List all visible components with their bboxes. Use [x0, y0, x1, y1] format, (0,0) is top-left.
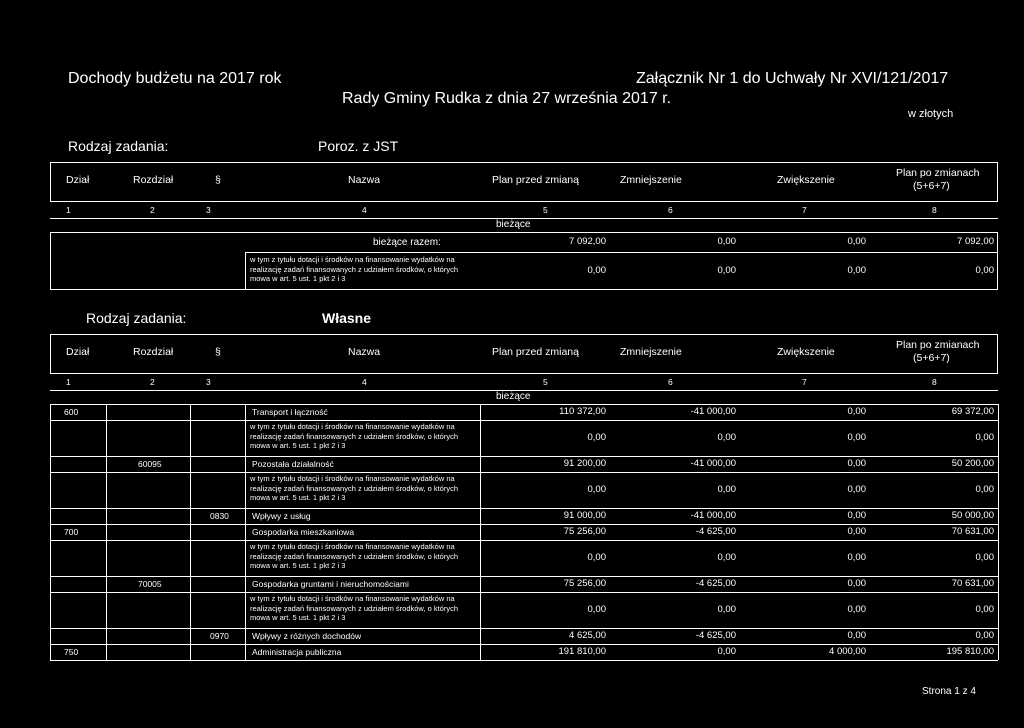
razem-label: bieżące razem:	[373, 237, 441, 248]
col-line-s2-r6-2	[190, 540, 191, 576]
dotacje-text-s2-r1: w tym z tytułu dotacji i środków na finansowanie wydatków na realizację zadań finansowanych z udziałem środków, o których mowa w art. 5 ust. 1 pkt 2 i 3	[250, 422, 459, 450]
value-cell-s2-r3-3: 0,00	[975, 484, 994, 495]
razem-box	[50, 232, 998, 290]
value-cell-s2-r6-0: 0,00	[587, 552, 606, 563]
group-line-s2	[50, 404, 998, 405]
value-cell-s2-r10-3: 195 810,00	[946, 646, 994, 657]
col-line-s2-r0-4	[480, 404, 481, 420]
col-number-4-s1: 4	[362, 205, 367, 215]
col-number-5-s2: 5	[543, 377, 548, 387]
dotacje-text-s2-r6: w tym z tytułu dotacji i środków na finansowanie wydatków na realizację zadań finansowanych z udziałem środków, o których mowa w art. 5 ust. 1 pkt 2 i 3	[250, 542, 459, 570]
col-number-6-s1: 6	[668, 205, 673, 215]
col-header-plan-przed-s1: Plan przed zmianą	[492, 174, 579, 186]
row-line-s2-r3	[50, 508, 998, 509]
dzial-cell-s2-r10: 750	[64, 647, 79, 657]
col-line-s2-r6-3	[245, 540, 246, 576]
value-cell-s1-razem-3: 7 092,00	[957, 236, 994, 247]
annex-title: Załącznik Nr 1 do Uchwały Nr XVI/121/2017	[636, 70, 949, 87]
row-line-s2-r6	[50, 576, 998, 577]
dotacje-text-s2-r8: w tym z tytułu dotacji i środków na finansowanie wydatków na realizację zadań finansowanych z udziałem środków, o których mowa w art. 5 ust. 1 pkt 2 i 3	[250, 594, 459, 622]
col-line-s2-r10-5	[998, 644, 999, 660]
task-type-value-1: Poroz. z JST	[318, 138, 399, 154]
task-type-label-2: Rodzaj zadania:	[86, 310, 187, 326]
value-cell-s2-r2-1: -41 000,00	[690, 458, 736, 469]
value-cell-s2-r9-2: 0,00	[847, 630, 866, 641]
col-line-s2-r8-2	[190, 592, 191, 628]
col-header-plan-przed-s2: Plan przed zmianą	[492, 346, 579, 358]
col-line-s2-r0-0	[50, 404, 51, 420]
col-line-s2-r8-4	[480, 592, 481, 628]
col-header-nazwa-s2: Nazwa	[348, 346, 381, 358]
col-line-s2-r8-5	[998, 592, 999, 628]
col-header-plan-po-s1: Plan po zmianach	[896, 167, 980, 179]
dotacje-text-s1: w tym z tytułu dotacji i środków na finansowanie wydatków na realizację zadań finansowanych z udziałem środków, o których mowa w art. 5 ust. 1 pkt 2 i 3	[250, 255, 459, 283]
nazwa-cell-s2-r7: Gospodarka gruntami i nieruchomościami	[252, 579, 409, 589]
row-line-s2-r10	[50, 660, 998, 661]
col-header-zwiekszenie-s2: Zwiększenie	[777, 346, 835, 358]
col-line-s2-r9-3	[245, 628, 246, 644]
col-line-s2-r7-5	[998, 576, 999, 592]
col-number-1-s1: 1	[66, 205, 71, 215]
value-cell-s2-r8-3: 0,00	[975, 604, 994, 615]
col-line-s2-r4-0	[50, 508, 51, 524]
unit-label: w złotych	[908, 108, 954, 120]
col-header-zmniejszenie-s2: Zmniejszenie	[620, 346, 682, 358]
page-number: Strona 1 z 4	[922, 686, 976, 697]
col-line-s2-r3-0	[50, 472, 51, 508]
value-cell-s2-r10-0: 191 810,00	[558, 646, 606, 657]
col-header-dzial-s1: Dział	[66, 174, 90, 186]
value-cell-s1-dot-3: 0,00	[975, 265, 994, 276]
col-line-s2-r0-1	[106, 404, 107, 420]
col-line-s2-r5-2	[190, 524, 191, 540]
col-number-5-s1: 5	[543, 205, 548, 215]
row-line-s2-r8	[50, 628, 998, 629]
col-line-s2-r8-0	[50, 592, 51, 628]
value-cell-s1-dot-0: 0,00	[587, 265, 606, 276]
col-number-7-s1: 7	[802, 205, 807, 215]
col-line-s2-r1-4	[480, 420, 481, 456]
value-cell-s2-r4-0: 91 000,00	[563, 510, 606, 521]
col-line-s2-r6-4	[480, 540, 481, 576]
value-cell-s2-r4-3: 50 000,00	[951, 510, 994, 521]
value-cell-s2-r5-3: 70 631,00	[951, 526, 994, 537]
col-number-6-s2: 6	[668, 377, 673, 387]
value-cell-s2-r6-3: 0,00	[975, 552, 994, 563]
col-line-s2-r7-2	[190, 576, 191, 592]
col-line-s2-r4-1	[106, 508, 107, 524]
value-cell-s1-razem-2: 0,00	[847, 236, 866, 247]
col-line-s2-r10-4	[480, 644, 481, 660]
col-line-s2-r8-3	[245, 592, 246, 628]
rozdzial-cell-s2-r2: 60095	[138, 459, 162, 469]
col-line-s2-r3-2	[190, 472, 191, 508]
col-line-s2-r4-2	[190, 508, 191, 524]
value-cell-s1-dot-1: 0,00	[717, 265, 736, 276]
paragraph-cell-s2-r9: 0970	[210, 631, 229, 641]
col-header-plan-po-sub-s2: (5+6+7)	[913, 352, 950, 364]
dotacje-col-line	[245, 252, 246, 290]
value-cell-s2-r10-2: 4 000,00	[829, 646, 866, 657]
value-cell-s1-razem-1: 0,00	[717, 236, 736, 247]
col-line-s2-r5-3	[245, 524, 246, 540]
dzial-cell-s2-r5: 700	[64, 527, 79, 537]
row-line-s2-r0	[50, 420, 998, 421]
col-header-plan-po-sub-s1: (5+6+7)	[913, 180, 950, 192]
value-cell-s2-r4-1: -41 000,00	[690, 510, 736, 521]
value-cell-s1-razem-0: 7 092,00	[569, 236, 606, 247]
col-line-s2-r9-1	[106, 628, 107, 644]
value-cell-s2-r5-1: -4 625,00	[695, 526, 736, 537]
col-line-s2-r2-4	[480, 456, 481, 472]
annex-title-line2: Rady Gminy Rudka z dnia 27 września 2017 r.	[342, 90, 672, 107]
value-cell-s2-r5-0: 75 256,00	[563, 526, 606, 537]
value-cell-s2-r1-2: 0,00	[847, 432, 866, 443]
col-header-paragraph-s1: §	[215, 174, 221, 186]
col-line-s2-r10-3	[245, 644, 246, 660]
value-cell-s2-r10-1: 0,00	[717, 646, 736, 657]
col-line-s2-r3-3	[245, 472, 246, 508]
value-cell-s2-r9-3: 0,00	[975, 630, 994, 641]
col-line-s2-r7-1	[106, 576, 107, 592]
col-header-nazwa-s1: Nazwa	[348, 174, 381, 186]
value-cell-s2-r1-0: 0,00	[587, 432, 606, 443]
col-line-s2-r5-5	[998, 524, 999, 540]
col-number-3-s1: 3	[206, 205, 211, 215]
col-line-s2-r6-0	[50, 540, 51, 576]
col-header-rozdzial-s1: Rozdział	[133, 174, 174, 186]
nazwa-cell-s2-r2: Pozostała działalność	[252, 459, 334, 469]
col-line-s2-r0-3	[245, 404, 246, 420]
group-label-s2: bieżące	[496, 391, 531, 402]
col-line-s2-r0-2	[190, 404, 191, 420]
value-cell-s2-r6-1: 0,00	[717, 552, 736, 563]
row-line-s2-r7	[50, 592, 998, 593]
value-cell-s2-r2-2: 0,00	[847, 458, 866, 469]
col-line-s2-r2-3	[245, 456, 246, 472]
rozdzial-cell-s2-r7: 70005	[138, 579, 162, 589]
col-line-s2-r5-1	[106, 524, 107, 540]
dotacje-text-s2-r3: w tym z tytułu dotacji i środków na finansowanie wydatków na realizację zadań finansowanych z udziałem środków, o których mowa w art. 5 ust. 1 pkt 2 i 3	[250, 474, 459, 502]
col-number-4-s2: 4	[362, 377, 367, 387]
col-line-s2-r3-4	[480, 472, 481, 508]
value-cell-s2-r2-0: 91 200,00	[563, 458, 606, 469]
col-line-s2-r9-4	[480, 628, 481, 644]
col-number-8-s2: 8	[932, 377, 937, 387]
value-cell-s2-r8-0: 0,00	[587, 604, 606, 615]
value-cell-s2-r1-3: 0,00	[975, 432, 994, 443]
value-cell-s2-r1-1: 0,00	[717, 432, 736, 443]
task-type-value-2: Własne	[322, 310, 372, 326]
col-number-1-s2: 1	[66, 377, 71, 387]
value-cell-s2-r8-1: 0,00	[717, 604, 736, 615]
col-line-s2-r7-4	[480, 576, 481, 592]
col-line-s2-r0-5	[998, 404, 999, 420]
col-line-s2-r3-5	[998, 472, 999, 508]
group-label-s1: bieżące	[496, 219, 531, 230]
value-cell-s2-r3-2: 0,00	[847, 484, 866, 495]
value-cell-s2-r6-2: 0,00	[847, 552, 866, 563]
value-cell-s2-r0-3: 69 372,00	[951, 406, 994, 417]
nazwa-cell-s2-r4: Wpływy z usług	[252, 511, 311, 521]
col-line-s2-r1-2	[190, 420, 191, 456]
value-cell-s2-r9-0: 4 625,00	[569, 630, 606, 641]
value-cell-s2-r0-2: 0,00	[847, 406, 866, 417]
col-line-s2-r1-1	[106, 420, 107, 456]
value-cell-s2-r4-2: 0,00	[847, 510, 866, 521]
col-header-zwiekszenie-s1: Zwiększenie	[777, 174, 835, 186]
value-cell-s2-r0-1: -41 000,00	[690, 406, 736, 417]
col-line-s2-r5-0	[50, 524, 51, 540]
col-number-2-s1: 2	[150, 205, 155, 215]
col-line-s2-r7-3	[245, 576, 246, 592]
col-line-s2-r5-4	[480, 524, 481, 540]
row-line-s2-r2	[50, 472, 998, 473]
col-line-s2-r6-1	[106, 540, 107, 576]
value-cell-s2-r2-3: 50 200,00	[951, 458, 994, 469]
row-line-s2-r1	[50, 456, 998, 457]
col-line-s2-r9-2	[190, 628, 191, 644]
nazwa-cell-s2-r5: Gospodarka mieszkaniowa	[252, 527, 355, 537]
col-line-s2-r3-1	[106, 472, 107, 508]
value-cell-s2-r7-1: -4 625,00	[695, 578, 736, 589]
col-line-s2-r1-3	[245, 420, 246, 456]
col-number-2-s2: 2	[150, 377, 155, 387]
col-header-dzial-s2: Dział	[66, 346, 90, 358]
value-cell-s2-r8-2: 0,00	[847, 604, 866, 615]
nazwa-cell-s2-r10: Administracja publiczna	[252, 647, 342, 657]
col-number-8-s1: 8	[932, 205, 937, 215]
col-line-s2-r4-4	[480, 508, 481, 524]
value-cell-s2-r0-0: 110 372,00	[559, 406, 606, 417]
value-cell-s2-r7-0: 75 256,00	[563, 578, 606, 589]
col-line-s2-r2-1	[106, 456, 107, 472]
col-line-s2-r8-1	[106, 592, 107, 628]
doc-title: Dochody budżetu na 2017 rok	[68, 70, 282, 87]
col-line-s2-r1-5	[998, 420, 999, 456]
value-cell-s1-dot-2: 0,00	[847, 265, 866, 276]
col-number-3-s2: 3	[206, 377, 211, 387]
value-cell-s2-r7-2: 0,00	[847, 578, 866, 589]
col-line-s2-r1-0	[50, 420, 51, 456]
col-header-plan-po-s2: Plan po zmianach	[896, 339, 980, 351]
row-line-s2-r9	[50, 644, 998, 645]
col-header-rozdzial-s2: Rozdział	[133, 346, 174, 358]
value-cell-s2-r3-0: 0,00	[587, 484, 606, 495]
value-cell-s2-r5-2: 0,00	[847, 526, 866, 537]
value-cell-s2-r7-3: 70 631,00	[951, 578, 994, 589]
col-line-s2-r2-5	[998, 456, 999, 472]
nazwa-cell-s2-r0: Transport i łączność	[252, 407, 328, 417]
col-line-s2-r9-5	[998, 628, 999, 644]
paragraph-cell-s2-r4: 0830	[210, 511, 229, 521]
col-line-s2-r7-0	[50, 576, 51, 592]
col-line-s2-r2-0	[50, 456, 51, 472]
col-line-s2-r4-3	[245, 508, 246, 524]
col-line-s2-r6-5	[998, 540, 999, 576]
col-header-paragraph-s2: §	[215, 346, 221, 358]
col-line-s2-r9-0	[50, 628, 51, 644]
row-line-s2-r5	[50, 540, 998, 541]
task-type-label-1: Rodzaj zadania:	[68, 138, 169, 154]
nazwa-cell-s2-r9: Wpływy z różnych dochodów	[252, 631, 362, 641]
col-header-zmniejszenie-s1: Zmniejszenie	[620, 174, 682, 186]
value-cell-s2-r3-1: 0,00	[717, 484, 736, 495]
col-number-7-s2: 7	[802, 377, 807, 387]
col-line-s2-r10-2	[190, 644, 191, 660]
col-line-s2-r4-5	[998, 508, 999, 524]
value-cell-s2-r9-1: -4 625,00	[695, 630, 736, 641]
dzial-cell-s2-r0: 600	[64, 407, 79, 417]
col-line-s2-r2-2	[190, 456, 191, 472]
row-line-s2-r4	[50, 524, 998, 525]
col-line-s2-r10-0	[50, 644, 51, 660]
col-line-s2-r10-1	[106, 644, 107, 660]
